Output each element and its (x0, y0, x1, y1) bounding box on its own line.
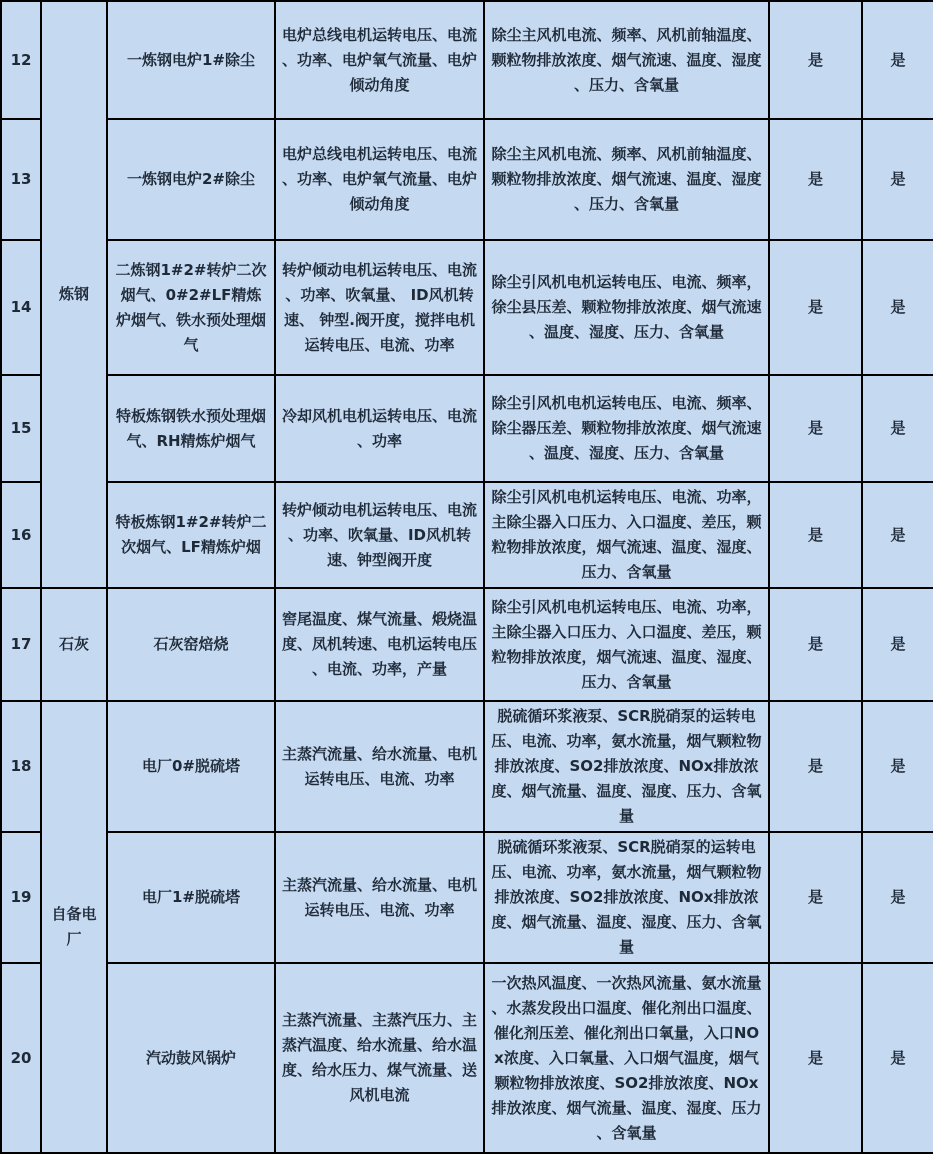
table-row (1, 1, 933, 119)
equipment-cell: 汽动鼓风锅炉 (107, 963, 275, 1153)
flag-cell-2: 是 (862, 375, 933, 482)
flag-cell-2: 是 (862, 963, 933, 1153)
row-number-cell: 13 (1, 119, 41, 240)
category-cell-shihui: 石灰 (41, 588, 107, 701)
category-cell-zibeidianchang: 自备电厂 (41, 701, 107, 1153)
row-number-cell: 14 (1, 240, 41, 375)
flag-cell-2: 是 (862, 701, 933, 832)
emission-params-cell: 除尘引风机电机运转电压、电流、频率、除尘器压差、颗粒物排放浓度、烟气流速、温度、湿度、压力、含氧量 (484, 375, 769, 482)
flag-cell-2: 是 (862, 1, 933, 119)
row-number-cell: 16 (1, 482, 41, 588)
flag-cell-1: 是 (769, 1, 862, 119)
emission-params-cell: 除尘引风机电机运转电压、电流、功率，主除尘器入口压力、入口温度、差压，颗粒物排放浓度，烟气流速、温度、湿度、压力、含氧量 (484, 482, 769, 588)
equipment-cell: 电厂1#脱硫塔 (107, 832, 275, 963)
process-params-cell: 转炉倾动电机运转电压、电流、功率、吹氧量、 ID风机转速、 钟型.阀开度，搅拌电机运转电压、电流、功率 (275, 240, 484, 375)
flag-cell-2: 是 (862, 240, 933, 375)
process-params-cell: 窖尾温度、煤气流量、煅烧温度、凤机转速、电机运转电压、电流、功率，产量 (275, 588, 484, 701)
table-row (1, 375, 933, 482)
process-params-cell: 主蒸汽流量、主蒸汽压力、主蒸汽温度、给水流量、给水温度、给水压力、煤气流量、送风机电流 (275, 963, 484, 1153)
emission-params-cell: 除尘引风机电机运转电压、电流、功率，主除尘器入口压力、入口温度、差压，颗粒物排放浓度，烟气流速、温度、湿度、压力、含氧量 (484, 588, 769, 701)
row-number-cell: 12 (1, 1, 41, 119)
table-row (1, 701, 933, 832)
flag-cell-2: 是 (862, 119, 933, 240)
category-cell-liangang: 炼钢 (41, 1, 107, 588)
equipment-cell: 特板炼钢1#2#转炉二次烟气、LF精炼炉烟 (107, 482, 275, 588)
row-number-cell: 19 (1, 832, 41, 963)
emission-params-cell: 除尘主风机电流、频率、风机前轴温度、颗粒物排放浓度、烟气流速、温度、湿度、压力、含氧量 (484, 119, 769, 240)
flag-cell-1: 是 (769, 240, 862, 375)
table-row (1, 832, 933, 963)
flag-cell-2: 是 (862, 482, 933, 588)
equipment-cell: 二炼钢1#2#转炉二次烟气、0#2#LF精炼炉烟气、铁水预处理烟气 (107, 240, 275, 375)
process-params-cell: 电炉总线电机运转电压、电流、功率、电炉氧气流量、电炉倾动角度 (275, 119, 484, 240)
flag-cell-1: 是 (769, 482, 862, 588)
flag-cell-1: 是 (769, 588, 862, 701)
flag-cell-1: 是 (769, 832, 862, 963)
emission-params-cell: 一次热风温度、一次热风流量、氨水流量、水蒸发段出口温度、催化剂出口温度、催化剂压差、催化剂出口氧量，入口NOx浓度、入口氧量、入口烟气温度，烟气颗粒物排放浓度、SO2排放浓度、NOx排放浓度、烟气流量、温度、湿度、压力、含氧量 (484, 963, 769, 1153)
emission-params-cell: 除尘主风机电流、频率、风机前轴温度、颗粒物排放浓度、烟气流速、温度、湿度、压力、含氧量 (484, 1, 769, 119)
flag-cell-2: 是 (862, 832, 933, 963)
row-number-cell: 15 (1, 375, 41, 482)
process-params-cell: 转炉倾动电机运转电压、电流、功率、吹氧量、ID风机转速、钟型阀开度 (275, 482, 484, 588)
equipment-cell: 一炼钢电炉2#除尘 (107, 119, 275, 240)
flag-cell-1: 是 (769, 375, 862, 482)
table-row (1, 119, 933, 240)
equipment-cell: 一炼钢电炉1#除尘 (107, 1, 275, 119)
equipment-cell: 石灰窑焙烧 (107, 588, 275, 701)
row-number-cell: 17 (1, 588, 41, 701)
emission-params-cell: 脱硫循环浆液泵、SCR脱硝泵的运转电压、电流、功率，氨水流量，烟气颗粒物排放浓度、SO2排放浓度、NOx排放浓度、烟气流量、温度、湿度、压力、含氧量 (484, 701, 769, 832)
flag-cell-1: 是 (769, 119, 862, 240)
equipment-cell: 电厂0#脱硫塔 (107, 701, 275, 832)
equipment-cell: 特板炼钢铁水预处理烟气、RH精炼炉烟气 (107, 375, 275, 482)
emission-params-cell: 脱硫循环浆液泵、SCR脱硝泵的运转电压、电流、功率，氨水流量，烟气颗粒物排放浓度、SO2排放浓度、NOx排放浓度、烟气流量、温度、湿度、压力、含氧量 (484, 832, 769, 963)
emission-params-cell: 除尘引风机电机运转电压、电流、频率，徐尘县压差、颗粒物排放浓度、烟气流速、温度、湿度、压力、含氧量 (484, 240, 769, 375)
row-number-cell: 20 (1, 963, 41, 1153)
table-row (1, 588, 933, 701)
table-row (1, 482, 933, 588)
process-params-cell: 冷却风机电机运转电压、电流、功率 (275, 375, 484, 482)
table-row (1, 240, 933, 375)
process-params-cell: 电炉总线电机运转电压、电流、功率、电炉氧气流量、电炉倾动角度 (275, 1, 484, 119)
flag-cell-1: 是 (769, 963, 862, 1153)
flag-cell-1: 是 (769, 701, 862, 832)
process-params-cell: 主蒸汽流量、给水流量、电机运转电压、电流、功率 (275, 701, 484, 832)
flag-cell-2: 是 (862, 588, 933, 701)
row-number-cell: 18 (1, 701, 41, 832)
process-params-cell: 主蒸汽流量、给水流量、电机运转电压、电流、功率 (275, 832, 484, 963)
